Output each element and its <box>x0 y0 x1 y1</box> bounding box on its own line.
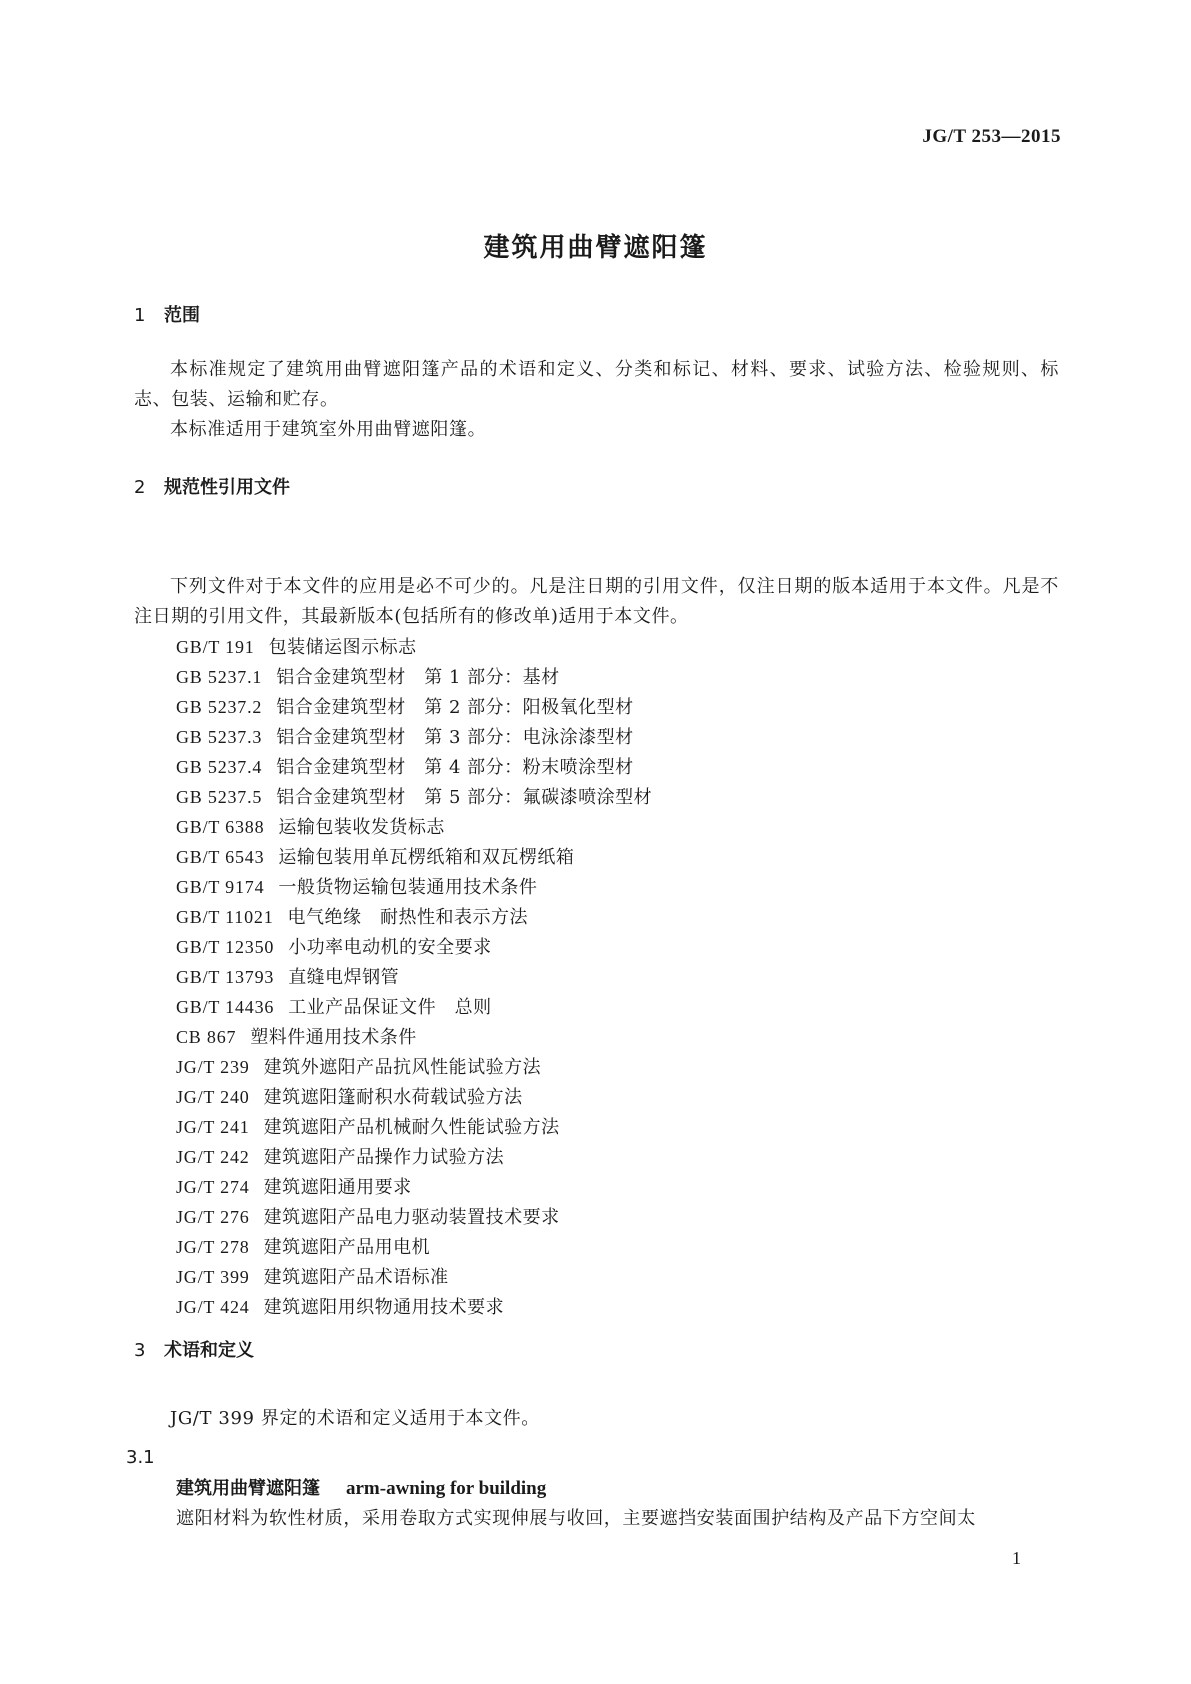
reference-list <box>176 632 652 1322</box>
term-english: arm-awning for building <box>346 1478 547 1499</box>
reference-item <box>176 1262 652 1292</box>
reference-item <box>176 872 652 902</box>
reference-code: JG/T 242 <box>176 1147 250 1167</box>
reference-item <box>176 1052 652 1082</box>
reference-item <box>176 992 652 1022</box>
subsection-number: 3.1 <box>126 1447 155 1468</box>
reference-item <box>176 1292 652 1322</box>
reference-item <box>176 722 652 752</box>
page-number: 1 <box>1012 1548 1021 1568</box>
reference-code: JG/T 241 <box>176 1117 250 1137</box>
reference-item <box>176 782 652 812</box>
reference-title: 建筑外遮阳产品抗风性能试验方法 <box>263 1057 542 1078</box>
section-1-heading <box>134 301 200 327</box>
reference-code: JG/T 240 <box>176 1087 250 1107</box>
section-2-heading <box>134 473 290 499</box>
reference-title: 电气绝缘 耐热性和表示方法 <box>287 907 529 928</box>
reference-item <box>176 1232 652 1262</box>
reference-code: JG/T 274 <box>176 1177 250 1197</box>
reference-title: 一般货物运输包装通用技术条件 <box>278 877 538 898</box>
section-number: 1 <box>134 305 146 326</box>
reference-code: JG/T 276 <box>176 1207 250 1227</box>
term-heading <box>176 1474 546 1500</box>
reference-title: 建筑遮阳产品电力驱动装置技术要求 <box>263 1207 560 1228</box>
reference-title: 建筑遮阳产品用电机 <box>263 1237 431 1258</box>
reference-title: 铝合金建筑型材 第 2 部分：阳极氧化型材 <box>276 697 634 718</box>
section-3-heading <box>134 1336 254 1362</box>
reference-code: GB/T 12350 <box>176 937 275 957</box>
reference-code: GB/T 6388 <box>176 817 265 837</box>
reference-title: 铝合金建筑型材 第 1 部分：基材 <box>276 667 560 688</box>
reference-code: GB 5237.1 <box>176 667 263 687</box>
reference-title: 建筑遮阳产品机械耐久性能试验方法 <box>263 1117 560 1138</box>
reference-title: 铝合金建筑型材 第 3 部分：电泳涂漆型材 <box>276 727 634 748</box>
section-3-intro: JG/T 399 界定的术语和定义适用于本文件。 <box>170 1408 540 1429</box>
reference-code: GB/T 13793 <box>176 967 275 987</box>
reference-code: GB/T 6543 <box>176 847 265 867</box>
reference-title: 直缝电焊钢管 <box>288 967 400 988</box>
reference-title: 铝合金建筑型材 第 5 部分：氟碳漆喷涂型材 <box>276 787 653 808</box>
reference-item <box>176 812 652 842</box>
reference-title: 工业产品保证文件 总则 <box>288 997 492 1018</box>
reference-item <box>176 962 652 992</box>
reference-item <box>176 662 652 692</box>
document-title: 建筑用曲臂遮阳篷 <box>483 233 708 263</box>
reference-title: 塑料件通用技术条件 <box>250 1027 417 1048</box>
section-1-paragraph-1: 本标准规定了建筑用曲臂遮阳篷产品的术语和定义、分类和标记、材料、要求、试验方法、检验规则、标志、包装、运输和贮存。 <box>134 359 1059 410</box>
reference-item <box>176 1172 652 1202</box>
reference-code: GB 5237.5 <box>176 787 263 807</box>
reference-title: 运输包装收发货标志 <box>278 817 445 838</box>
section-title: 术语和定义 <box>164 1340 254 1361</box>
reference-code: JG/T 424 <box>176 1297 250 1317</box>
reference-code: GB 5237.2 <box>176 697 263 717</box>
term-chinese: 建筑用曲臂遮阳篷 <box>176 1478 320 1499</box>
section-title: 范围 <box>164 305 200 326</box>
reference-title: 建筑遮阳通用要求 <box>263 1177 412 1198</box>
reference-code: JG/T 239 <box>176 1057 250 1077</box>
reference-title: 建筑遮阳篷耐积水荷载试验方法 <box>263 1087 523 1108</box>
section-1-paragraph-2: 本标准适用于建筑室外用曲臂遮阳篷。 <box>170 419 487 440</box>
reference-item <box>176 1082 652 1112</box>
reference-title: 建筑遮阳用织物通用技术要求 <box>263 1297 505 1318</box>
reference-title: 小功率电动机的安全要求 <box>288 937 492 958</box>
reference-code: GB 5237.3 <box>176 727 263 747</box>
reference-title: 铝合金建筑型材 第 4 部分：粉末喷涂型材 <box>276 757 634 778</box>
reference-item <box>176 1022 652 1052</box>
reference-code: CB 867 <box>176 1027 237 1047</box>
reference-code: JG/T 278 <box>176 1237 250 1257</box>
section-title: 规范性引用文件 <box>164 477 290 498</box>
term-definition: 遮阳材料为软性材质，采用卷取方式实现伸展与收回，主要遮挡安装面围护结构及产品下方空间太 <box>176 1508 976 1529</box>
reference-title: 建筑遮阳产品操作力试验方法 <box>263 1147 505 1168</box>
section-number: 3 <box>134 1340 146 1361</box>
reference-item <box>176 632 652 662</box>
section-2-intro: 下列文件对于本文件的应用是必不可少的。凡是注日期的引用文件，仅注日期的版本适用于本文件。凡是不注日期的引用文件，其最新版本(包括所有的修改单)适用于本文件。 <box>134 576 1059 627</box>
reference-item <box>176 692 652 722</box>
reference-item <box>176 932 652 962</box>
reference-title: 运输包装用单瓦楞纸箱和双瓦楞纸箱 <box>278 847 575 868</box>
reference-title: 包装储运图示标志 <box>268 637 417 658</box>
reference-code: GB/T 11021 <box>176 907 274 927</box>
section-number: 2 <box>134 477 146 498</box>
reference-code: GB/T 14436 <box>176 997 275 1017</box>
reference-code: GB/T 191 <box>176 637 255 657</box>
reference-code: JG/T 399 <box>176 1267 250 1287</box>
standard-code: JG/T 253—2015 <box>922 126 1061 147</box>
reference-item <box>176 1112 652 1142</box>
reference-item <box>176 752 652 782</box>
reference-item <box>176 1202 652 1232</box>
reference-code: GB/T 9174 <box>176 877 265 897</box>
reference-item <box>176 842 652 872</box>
reference-item <box>176 902 652 932</box>
reference-item <box>176 1142 652 1172</box>
reference-code: GB 5237.4 <box>176 757 263 777</box>
reference-title: 建筑遮阳产品术语标准 <box>263 1267 449 1288</box>
